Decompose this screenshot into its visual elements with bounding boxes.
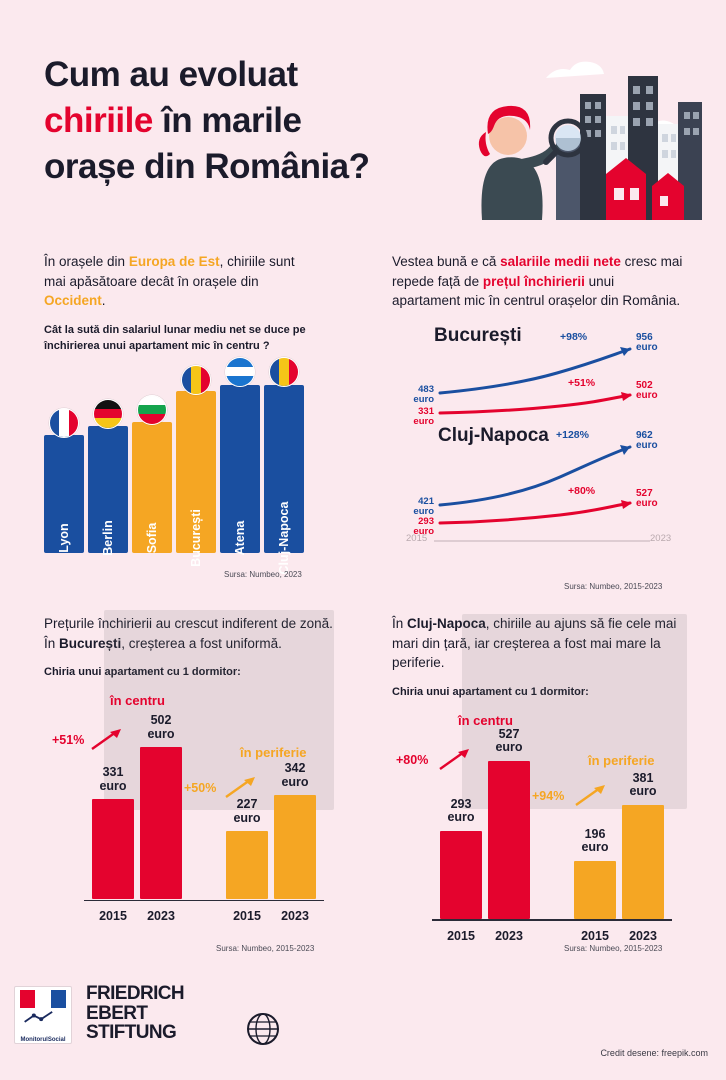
panel1-lead-2: , chiriile sunt mai apăsătoare decât în orașele din — [44, 254, 295, 289]
label-cluj-rent-start: 293 euro — [413, 515, 434, 537]
axis-line-bucuresti — [84, 900, 324, 902]
monitorul-social-logo[interactable] — [14, 986, 72, 1044]
growth-bucuresti-salary: +98% — [560, 330, 588, 343]
flag-france-icon — [49, 408, 79, 438]
group-label-periferie-cluj: în periferie — [588, 752, 655, 768]
axis-year-end: 2023 — [650, 532, 672, 544]
fes-line-3: STIFTUNG — [86, 1022, 177, 1044]
panel1-lead — [44, 252, 314, 311]
label-bucuresti-salary-end: 956 euro — [636, 331, 658, 354]
chart-bucuresti-bars — [44, 685, 344, 935]
bar-value-cluj-centru-2015: 293 euro — [447, 796, 475, 825]
panel-east-europe — [44, 252, 334, 579]
panel4-source: Sursa: Numbeo, 2015-2023 — [564, 944, 663, 953]
panel1-lead-east: Europa de Est — [128, 254, 220, 269]
bar-sofia — [132, 422, 172, 553]
bar-value-bucuresti-periferie-2015: 227 euro — [233, 797, 261, 825]
line-chart-title-cluj: Cluj-Napoca — [438, 424, 549, 446]
label-cluj-rent-end: 527 euro — [636, 487, 658, 510]
logo-stripes — [20, 990, 66, 1008]
panel3-lead-2: , creșterea a fost uniformă. — [121, 635, 282, 651]
panel3-lead-1: Prețurile închirierii au crescut indiferent de zonă. În — [44, 616, 333, 651]
bar-value-bucuresti-centru-2023: 502 euro — [147, 713, 175, 741]
bar-atena-label: Atena — [233, 520, 247, 555]
bar-bucuresti-label: București — [189, 508, 203, 567]
panel1-lead-1: În orașele din — [44, 254, 129, 269]
bar-sofia-label: Sofia — [145, 522, 159, 553]
bar-year-bucuresti-periferie-2015: 2015 — [233, 909, 261, 924]
bar-value-bucuresti-periferie-2023: 342 euro — [281, 761, 309, 789]
panel4-lead-1: În — [392, 616, 408, 631]
panel-cluj-rents — [392, 614, 692, 955]
panel3-subnote: Chiria unui apartament cu 1 dormitor: — [44, 666, 241, 679]
growth-cluj-salary: +128% — [556, 428, 589, 441]
bar-atena — [220, 385, 260, 553]
label-bucuresti-rent-end: 502 euro — [636, 379, 658, 402]
panel2-source: Sursa: Numbeo, 2015-2023 — [564, 582, 663, 591]
flag-romania-icon-1 — [181, 365, 211, 395]
credit-text: Credit desene: freepik.com — [600, 1048, 708, 1058]
label-cluj-salary-end: 962 euro — [636, 429, 658, 452]
line-chart-title-bucuresti: București — [434, 324, 522, 346]
panel3-lead-hl: București — [59, 635, 122, 651]
arrow-periferie-cluj-icon — [574, 783, 608, 809]
panel2-lead-3: unui apartament mic în centrul orașelor din România. — [392, 273, 681, 309]
label-bucuresti-salary-start: 483 euro — [413, 383, 434, 405]
panel2-lead-1: Vestea bună e că — [392, 254, 501, 269]
axis-year-start: 2015 — [406, 532, 428, 544]
bar-year-bucuresti-centru-2023: 2023 — [147, 909, 175, 924]
panel4-lead-2: , chiriile au ajuns să fie cele mai mari din țară, iar creșterea a fost mai mare la periferie. — [392, 616, 677, 671]
bar-year-cluj-periferie-2015: 2015 — [581, 928, 609, 943]
bar-year-cluj-centru-2023: 2023 — [495, 928, 523, 943]
panel-salaries-vs-rent — [392, 252, 692, 591]
panel4-lead-hl: Cluj-Napoca — [407, 616, 486, 631]
bar-lyon-label: Lyon — [57, 522, 71, 553]
panel3-source: Sursa: Numbeo, 2015-2023 — [216, 944, 315, 953]
bar-value-cluj-periferie-2015: 196 euro — [581, 826, 609, 855]
axis-line-cluj — [432, 919, 672, 921]
bar-cluj-label: Cluj-Napoca — [277, 501, 291, 575]
panel4-subnote: Chiria unui apartament cu 1 dormitor: — [392, 685, 589, 698]
bar-berlin-label: Berlin — [101, 519, 115, 556]
label-bucuresti-rent-start: 331 euro — [413, 405, 434, 427]
group-label-periferie-bucuresti: în periferie — [240, 745, 307, 761]
bar-value-cluj-periferie-2023: 381 euro — [629, 770, 657, 799]
growth-centru-cluj: +80% — [396, 752, 429, 767]
panel1-source: Sursa: Numbeo, 2023 — [224, 570, 302, 579]
growth-bucuresti-rent: +51% — [568, 376, 596, 389]
flag-bulgaria-icon — [137, 395, 167, 425]
arrow-centru-bucuresti-icon — [90, 727, 124, 753]
bar-berlin — [88, 426, 128, 556]
bar-year-bucuresti-centru-2015: 2015 — [99, 909, 127, 924]
bar-cluj — [264, 385, 304, 575]
bar-value-cluj-centru-2023: 527 euro — [495, 726, 523, 755]
group-label-centru-cluj: în centru — [458, 712, 513, 728]
globe-icon — [246, 1012, 280, 1046]
flag-germany-icon — [93, 399, 123, 429]
hero-illustration — [438, 28, 708, 224]
bar-value-bucuresti-centru-2015: 331 euro — [99, 765, 127, 793]
chart-cluj-bars — [392, 705, 692, 955]
growth-periferie-cluj: +94% — [532, 788, 565, 803]
panel2-lead-hl2: prețul închirierii — [482, 273, 585, 289]
fes-logo[interactable] — [86, 984, 266, 1043]
bar-lyon — [44, 435, 84, 553]
growth-centru-bucuresti: +51% — [52, 733, 85, 748]
fes-line-2: EBERT — [86, 1002, 148, 1024]
title-line-1: Cum au evoluat — [44, 55, 298, 94]
label-cluj-salary-start: 421 euro — [413, 495, 434, 517]
panel1-lead-west: Occident — [44, 293, 102, 309]
title-highlight: chiriile — [44, 101, 153, 141]
panel2-lead-hl1: salariile medii nete — [500, 254, 621, 269]
flag-romania-icon-2 — [269, 357, 299, 387]
logo-chart-icon — [21, 1010, 65, 1025]
title-line-3: orașe din România? — [44, 147, 370, 187]
panel2-lead-2: cresc mai repede față de — [392, 254, 683, 289]
arrow-centru-cluj-icon — [438, 747, 472, 773]
title-line-2: în marile — [152, 101, 302, 141]
page-title — [44, 52, 444, 191]
bar-bucuresti — [176, 391, 216, 567]
panel1-lead-3: . — [101, 293, 106, 309]
bar-year-bucuresti-periferie-2023: 2023 — [281, 909, 309, 924]
flag-greece-icon — [225, 357, 255, 387]
chart-line-growth — [392, 325, 692, 560]
bar-year-cluj-periferie-2023: 2023 — [629, 928, 657, 943]
panel2-lead — [392, 252, 684, 311]
panel1-subnote: Cât la sută din salariul lunar mediu net se duce pe închirierea unui apartament mic în centru ? — [44, 323, 306, 352]
logo-name: MonitorulSocial — [20, 1037, 66, 1043]
header — [0, 0, 726, 240]
bar-year-cluj-centru-2015: 2015 — [447, 928, 475, 943]
group-label-centru-bucuresti: în centru — [110, 693, 165, 709]
footer — [0, 970, 726, 1080]
panel-bucuresti-rents — [44, 614, 344, 953]
growth-cluj-rent: +80% — [568, 484, 596, 497]
fes-line-1: FRIEDRICH — [86, 983, 185, 1004]
growth-periferie-bucuresti: +50% — [184, 781, 217, 796]
